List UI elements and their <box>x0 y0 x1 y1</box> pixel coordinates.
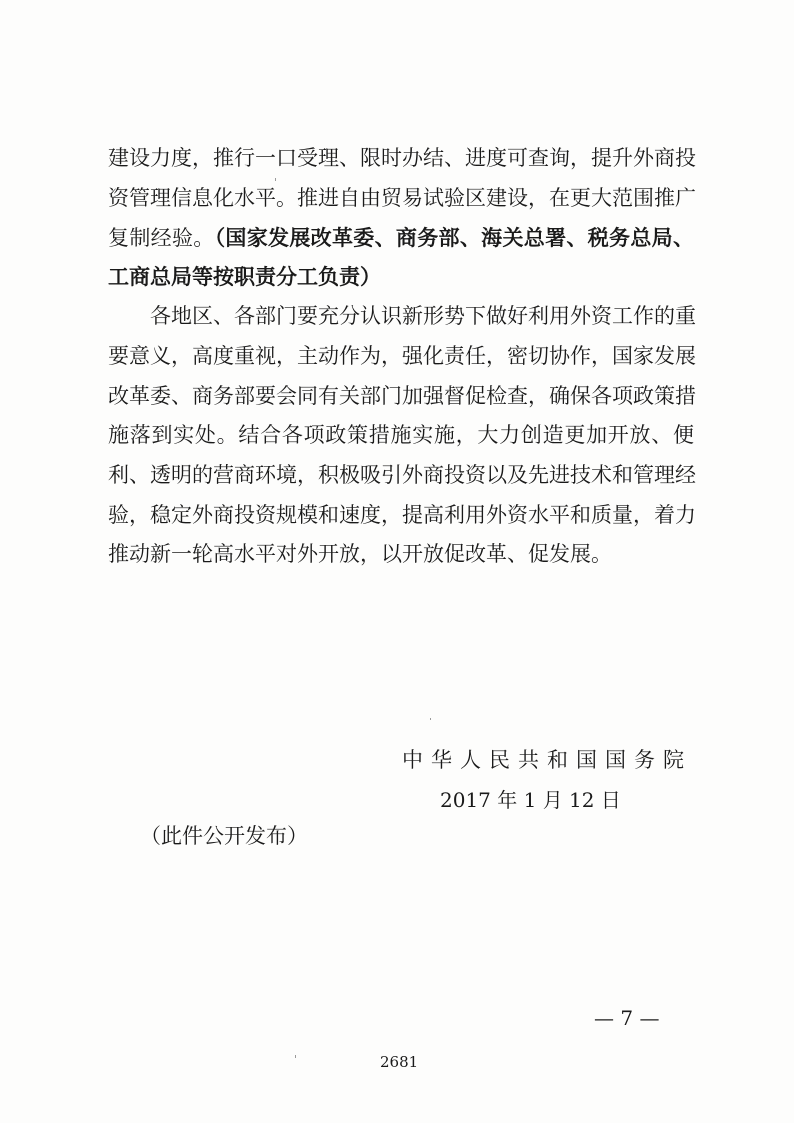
page-number: — 7 — <box>594 1006 660 1030</box>
paragraph-line <box>108 180 694 216</box>
paragraph-line <box>108 259 694 295</box>
line-text: 复制经验。 <box>108 226 215 250</box>
line-text: 改革委、商务部要会同有关部门加强督促检查，确保各项政策措 <box>108 384 696 408</box>
line-text: 施落到实处。结合各项政策措施实施，大力创造更加开放、便 <box>108 423 694 447</box>
line-text: 要意义，高度重视，主动作为，强化责任，密切协作，国家发展 <box>108 344 696 368</box>
paragraph-line <box>108 338 694 374</box>
paragraph-line <box>108 417 694 453</box>
line-text: 资管理信息化水平。推进自由贸易试验区建设，在更大范围推广 <box>108 186 696 210</box>
scan-speck <box>295 1055 296 1058</box>
paragraph-line <box>108 220 694 256</box>
paragraph-line <box>108 497 694 533</box>
line-text: 利、透明的营商环境，积极吸引外商投资以及先进技术和管理经 <box>108 463 696 487</box>
issuer-signature: 中华人民共和国国务院 <box>402 748 692 772</box>
line-text: 各地区、各部门要充分认识新形势下做好利用外资工作的重 <box>150 304 696 328</box>
paragraph-line <box>108 140 694 176</box>
responsible-departments: 工商总局等按职责分工负责） <box>108 264 381 289</box>
archive-number: 2681 <box>380 1053 419 1071</box>
paragraph-line <box>108 457 694 493</box>
publication-note: （此件公开发布） <box>140 824 308 848</box>
scan-speck <box>430 718 431 720</box>
responsible-departments: （国家发展改革委、商务部、海关总署、税务总局、 <box>214 225 695 250</box>
paragraph-line <box>108 536 694 572</box>
line-text: 推动新一轮高水平对外开放，以开放促改革、促发展。 <box>108 542 612 566</box>
scan-speck <box>275 178 276 181</box>
line-text: 建设力度，推行一口受理、限时办结、进度可查询，提升外商投 <box>108 146 696 170</box>
paragraph-line <box>150 298 694 334</box>
paragraph-line <box>108 378 694 414</box>
issue-date: 2017 年 1 月 12 日 <box>440 788 621 812</box>
line-text: 验，稳定外商投资规模和速度，提高利用外资水平和质量，着力 <box>108 503 696 527</box>
